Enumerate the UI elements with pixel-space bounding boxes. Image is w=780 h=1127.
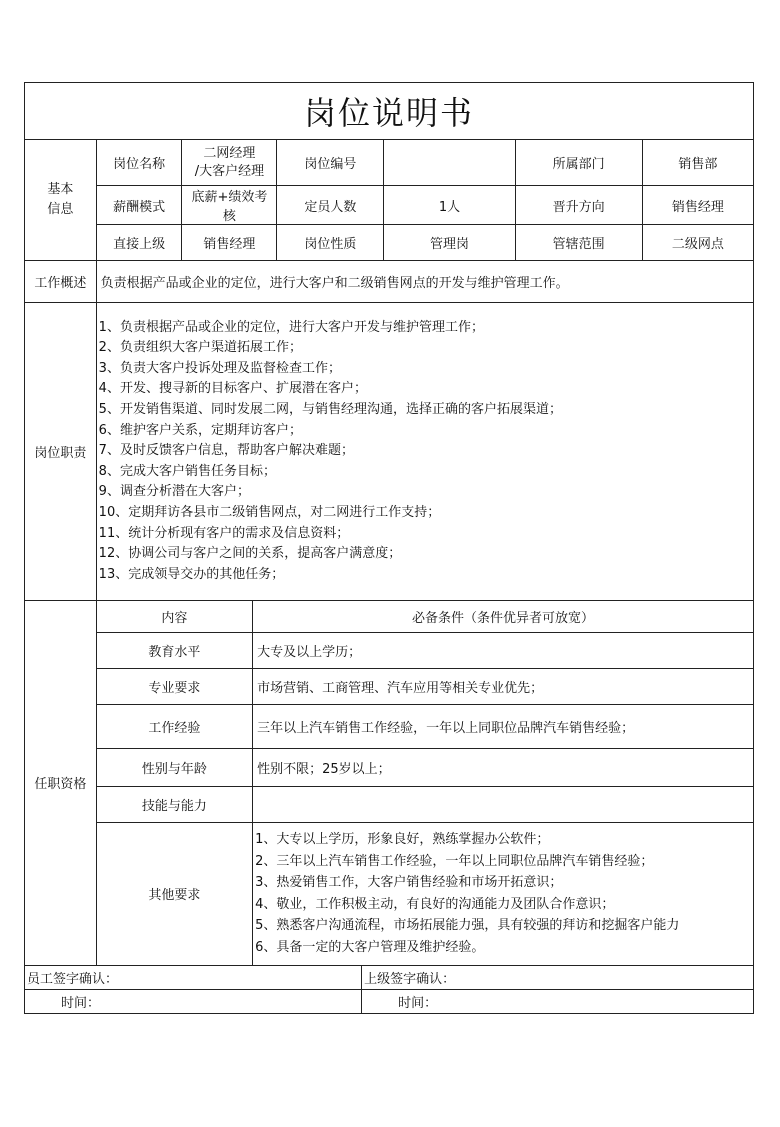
- other-item: 1、大专以上学历，形象良好，熟练掌握办公软件；: [255, 832, 550, 847]
- nature-value: 管理岗: [384, 225, 515, 261]
- other-item: 2、三年以上汽车销售工作经验，一年以上同职位品牌汽车销售经验；: [255, 853, 654, 869]
- duty-item: 12、协调公司与客户之间的关系，提高客户满意度；: [98, 546, 402, 562]
- employee-signature-label: 员工签字确认：: [25, 965, 362, 989]
- supervisor-time-label: 时间：: [362, 989, 754, 1013]
- experience-label: 工作经验: [96, 705, 252, 749]
- job-description-table: [24, 82, 754, 1014]
- duty-item: 3、负责大客户投诉处理及监督检查工作；: [98, 360, 341, 376]
- content-header: 内容: [96, 601, 252, 633]
- promotion-label: 晋升方向: [515, 186, 642, 225]
- major-label: 专业要求: [96, 669, 252, 705]
- duty-item: 9、调查分析潜在大客户；: [98, 484, 250, 500]
- other-label: 其他要求: [96, 823, 252, 966]
- basic-info-label: 基本 信息: [25, 140, 97, 261]
- duty-item: 8、完成大客户销售任务目标；: [98, 463, 276, 479]
- position-no-label: 岗位编号: [277, 140, 384, 186]
- position-name-label: 岗位名称: [96, 140, 182, 186]
- employee-time-label: 时间：: [25, 989, 362, 1013]
- department-value: 销售部: [642, 140, 753, 186]
- salary-label: 薪酬模式: [96, 186, 182, 225]
- requirements-header: 必备条件（条件优异者可放宽）: [253, 601, 754, 633]
- duty-item: 13、完成领导交办的其他任务；: [98, 566, 285, 582]
- duty-item: 10、定期拜访各县市二级销售网点，对二网进行工作支持；: [98, 504, 441, 520]
- gender-age-value: 性别不限；25岁以上；: [253, 749, 754, 787]
- supervisor-label: 直接上级: [96, 225, 182, 261]
- skills-label: 技能与能力: [96, 787, 252, 823]
- education-label: 教育水平: [96, 633, 252, 669]
- position-name-value: 二网经理 /大客户经理: [182, 140, 277, 186]
- headcount-value: 1人: [384, 186, 515, 225]
- supervisor-value: 销售经理: [182, 225, 277, 261]
- duties-list: [96, 303, 753, 601]
- duty-item: 7、及时反馈客户信息，帮助客户解决难题；: [98, 443, 354, 459]
- supervisor-signature-label: 上级签字确认：: [362, 965, 754, 989]
- promotion-value: 销售经理: [642, 186, 753, 225]
- experience-value: 三年以上汽车销售工作经验，一年以上同职位品牌汽车销售经验；: [253, 705, 754, 749]
- overview-text: 负责根据产品或企业的定位，进行大客户和二级销售网点的开发与维护管理工作。: [96, 261, 753, 303]
- education-value: 大专及以上学历；: [253, 633, 754, 669]
- duty-item: 2、负责组织大客户渠道拓展工作；: [98, 340, 302, 356]
- overview-label: 工作概述: [25, 261, 97, 303]
- other-item: 5、熟悉客户沟通流程，市场拓展能力强，具有较强的拜访和挖掘客户能力: [255, 918, 680, 934]
- duty-item: 6、维护客户关系，定期拜访客户；: [98, 422, 302, 438]
- salary-value: 底薪+绩效考核: [182, 186, 277, 225]
- major-value: 市场营销、工商管理、汽车应用等相关专业优先；: [253, 669, 754, 705]
- other-item: 6、具备一定的大客户管理及维护经验。: [255, 939, 485, 955]
- duty-item: 11、统计分析现有客户的需求及信息资料；: [98, 525, 350, 541]
- duty-item: 1、负责根据产品或企业的定位，进行大客户开发与维护管理工作；: [98, 319, 484, 335]
- position-no-value: [384, 140, 515, 186]
- other-requirements-list: [253, 823, 754, 966]
- scope-label: 管辖范围: [515, 225, 642, 261]
- duty-item: 4、开发、搜寻新的目标客户、扩展潜在客户；: [98, 381, 367, 397]
- scope-value: 二级网点: [642, 225, 753, 261]
- skills-value: [253, 787, 754, 823]
- other-item: 4、敬业，工作积极主动，有良好的沟通能力及团队合作意识；: [255, 896, 615, 912]
- nature-label: 岗位性质: [277, 225, 384, 261]
- duty-item: 5、开发销售渠道、同时发展二网，与销售经理沟通，选择正确的客户拓展渠道；: [98, 402, 562, 418]
- other-item: 3、热爱销售工作，大客户销售经验和市场开拓意识；: [255, 875, 563, 891]
- department-label: 所属部门: [515, 140, 642, 186]
- qualifications-label: 任职资格: [25, 601, 97, 966]
- duties-label: 岗位职责: [25, 303, 97, 601]
- headcount-label: 定员人数: [277, 186, 384, 225]
- gender-age-label: 性别与年龄: [96, 749, 252, 787]
- page-title: 岗位说明书: [25, 83, 754, 140]
